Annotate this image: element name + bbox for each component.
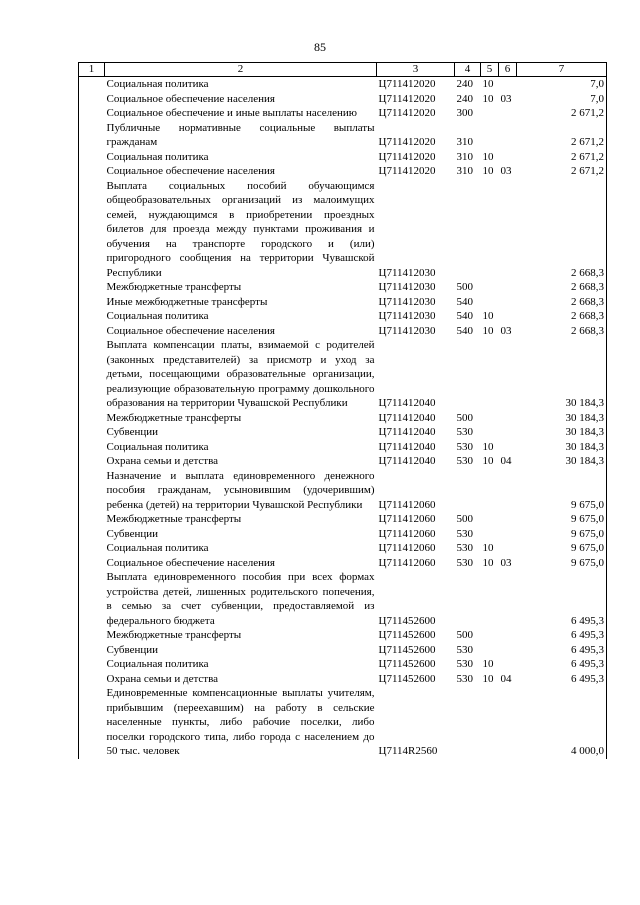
table-row [79,77,607,92]
cell-col1 [79,309,105,324]
cell-col1 [79,686,105,759]
cell-expense-type: 310 [456,165,473,177]
column-header-7: 7 [517,63,607,77]
cell-code: Ц711452600 [378,672,436,685]
cell-expense-type: 240 [456,92,473,105]
cell-code: Ц711412020 [378,150,436,163]
cell-name: Единовременные компенсационные выплаты учителям, прибывшим (переехавшим) на работу в сельские населенные пункты, либо рабочие поселки, либо поселки городского типа, либо города с населением до 50 тыс. человек [106,687,375,757]
cell-code: Ц7114R2560 [378,745,438,757]
cell-code: Ц711412040 [378,440,436,453]
cell-col1 [79,106,105,121]
cell-subsection [499,295,517,310]
cell-expense-type [455,570,481,628]
cell-expense-type: 530 [456,440,473,453]
table-row [79,92,607,107]
column-header-4: 4 [455,63,481,77]
cell-col1 [79,527,105,542]
cell-section [481,469,499,513]
table-row [79,440,607,455]
cell-name: Охрана семьи и детства [106,672,219,685]
cell-subsection [499,309,517,324]
cell-subsection: 04 [500,672,512,685]
cell-expense-type: 300 [456,107,473,119]
cell-amount: 30 184,3 [517,411,607,426]
cell-expense-type [455,338,481,411]
cell-expense-type: 530 [456,658,473,670]
cell-subsection: 03 [500,165,512,177]
cell-amount: 2 668,3 [517,280,607,295]
cell-name: Охрана семьи и детства [106,455,219,467]
table-row [79,425,607,440]
table-row [79,150,607,165]
cell-name: Социальная политика [106,440,209,453]
cell-expense-type [455,179,481,281]
cell-name: Межбюджетные трансферты [106,629,242,641]
cell-code: Ц711412060 [378,498,436,511]
cell-expense-type: 310 [456,136,473,148]
cell-name: Межбюджетные трансферты [106,281,242,293]
cell-amount: 2 668,3 [517,309,607,324]
cell-subsection [499,512,517,527]
cell-expense-type [455,686,481,759]
column-header-5: 5 [481,63,499,77]
cell-name: Публичные нормативные социальные выплаты гражданам [106,121,375,148]
cell-amount: 9 675,0 [517,512,607,527]
cell-section [481,686,499,759]
cell-subsection [499,106,517,121]
cell-subsection [499,121,517,150]
cell-col1 [79,657,105,672]
cell-section: 10 [482,78,494,90]
cell-amount: 9 675,0 [517,556,607,571]
cell-col1 [79,280,105,295]
table-row [79,541,607,556]
cell-amount: 30 184,3 [517,425,607,440]
column-header-3: 3 [377,63,455,77]
cell-col1 [79,628,105,643]
cell-expense-type: 240 [456,78,473,90]
cell-section: 10 [482,150,494,163]
cell-amount: 9 675,0 [517,527,607,542]
cell-name: Социальное обеспечение населения [106,165,275,177]
cell-col1 [79,512,105,527]
cell-name: Социальная политика [106,310,209,322]
cell-subsection [499,469,517,513]
cell-section [481,179,499,281]
cell-name: Иные межбюджетные трансферты [106,295,268,308]
table-row [79,556,607,571]
cell-amount: 9 675,0 [517,541,607,556]
cell-subsection: 03 [500,556,512,569]
cell-name: Социальная политика [106,542,209,554]
cell-code: Ц711412060 [378,542,436,554]
cell-code: Ц711412040 [378,455,436,467]
cell-subsection [499,657,517,672]
cell-code: Ц711452600 [378,614,436,627]
cell-subsection [499,686,517,759]
cell-subsection [499,338,517,411]
cell-code: Ц711412030 [378,295,436,308]
cell-subsection [499,411,517,426]
cell-name: Выплата социальных пособий обучающимся общеобразовательных организаций из малоимущих семей, нуждающимся в приобретении проездных билетов для проезда между пунктами проживания и обучения на транспорте городского и (или) пригородного сообщения на территории Чувашской Республики [106,179,375,279]
cell-subsection: 04 [500,455,512,467]
cell-col1 [79,295,105,310]
cell-name: Социальная политика [106,658,209,670]
table-body [79,77,607,759]
cell-amount: 9 675,0 [517,469,607,513]
cell-amount: 2 671,2 [517,164,607,179]
cell-section: 10 [482,92,494,105]
cell-col1 [79,150,105,165]
cell-subsection [499,425,517,440]
cell-expense-type: 530 [456,455,473,467]
cell-name: Назначение и выплата единовременного денежного пособия гражданам, усыновившим (удочерившим) ребенка (детей) на территории Чувашской Республики [106,469,375,511]
cell-section: 10 [482,165,494,177]
cell-col1 [79,672,105,687]
column-header-6: 6 [499,63,517,77]
table-row [79,570,607,628]
table-row [79,179,607,281]
table-row [79,512,607,527]
cell-name: Социальное обеспечение населения [106,556,275,569]
column-header-1: 1 [79,63,105,77]
cell-col1 [79,454,105,469]
cell-section [481,512,499,527]
column-header-2: 2 [105,63,377,77]
cell-col1 [79,121,105,150]
cell-section: 10 [482,658,494,670]
table-row [79,454,607,469]
cell-code: Ц711412030 [378,281,436,293]
cell-subsection [499,179,517,281]
cell-expense-type: 310 [456,150,473,163]
cell-section [481,527,499,542]
cell-expense-type: 500 [456,513,473,525]
cell-code: Ц711452600 [378,629,436,641]
cell-col1 [79,570,105,628]
table-row [79,295,607,310]
cell-amount: 6 495,3 [517,657,607,672]
cell-col1 [79,338,105,411]
cell-section [481,280,499,295]
cell-code: Ц711412030 [378,266,436,279]
cell-col1 [79,643,105,658]
cell-code: Ц711412060 [378,513,436,525]
cell-amount: 6 495,3 [517,628,607,643]
cell-section [481,628,499,643]
cell-subsection [499,628,517,643]
cell-code: Ц711452600 [378,643,436,656]
cell-amount: 6 495,3 [517,672,607,687]
cell-col1 [79,556,105,571]
cell-name: Субвенции [106,527,159,540]
table-header-row [79,63,607,77]
cell-subsection [499,77,517,92]
cell-expense-type: 540 [456,310,473,322]
page-number: 85 [314,40,326,54]
cell-amount: 7,0 [517,77,607,92]
cell-section [481,425,499,440]
cell-code: Ц711412020 [378,107,436,119]
cell-subsection [499,150,517,165]
cell-code: Ц711412030 [378,310,436,322]
cell-expense-type: 540 [456,295,473,308]
cell-name: Выплата единовременного пособия при всех формах устройства детей, лишенных родительского попечения, в семью за счет субвенции, предоставляемой из федерального бюджета [106,571,375,627]
cell-section [481,295,499,310]
cell-code: Ц711412020 [378,78,436,90]
cell-expense-type: 500 [456,411,473,424]
cell-name: Социальная политика [106,150,209,163]
cell-amount: 6 495,3 [517,570,607,628]
cell-expense-type: 540 [456,324,473,337]
cell-col1 [79,179,105,281]
cell-section: 10 [482,324,494,337]
cell-code: Ц711412060 [378,527,436,540]
cell-code: Ц711452600 [378,658,436,670]
cell-col1 [79,440,105,455]
table-row [79,309,607,324]
cell-expense-type: 500 [456,281,473,293]
cell-code: Ц711412020 [378,136,436,148]
cell-section [481,411,499,426]
cell-subsection [499,541,517,556]
cell-section: 10 [482,440,494,453]
table-row [79,672,607,687]
cell-expense-type: 530 [456,426,473,438]
cell-code: Ц711412030 [378,324,436,337]
cell-col1 [79,77,105,92]
cell-subsection [499,570,517,628]
table-row [79,280,607,295]
cell-expense-type [455,469,481,513]
cell-expense-type: 530 [456,527,473,540]
cell-amount: 2 668,3 [517,295,607,310]
cell-amount: 30 184,3 [517,338,607,411]
cell-section [481,570,499,628]
cell-name: Субвенции [106,426,159,438]
cell-col1 [79,92,105,107]
cell-section: 10 [482,556,494,569]
cell-subsection [499,527,517,542]
cell-section [481,121,499,150]
cell-code: Ц711412040 [378,411,436,424]
cell-subsection: 03 [500,92,512,105]
cell-col1 [79,541,105,556]
table-row [79,527,607,542]
cell-section: 10 [482,542,494,554]
cell-name: Субвенции [106,643,159,656]
cell-name: Социальная политика [106,78,209,90]
cell-col1 [79,324,105,339]
budget-table [78,62,607,759]
cell-expense-type: 500 [456,629,473,641]
table-row [79,628,607,643]
cell-section [481,106,499,121]
table-row [79,121,607,150]
cell-col1 [79,469,105,513]
table-row [79,338,607,411]
cell-name: Межбюджетные трансферты [106,513,242,525]
cell-expense-type: 530 [456,672,473,685]
cell-amount: 4 000,0 [517,686,607,759]
cell-code: Ц711412040 [378,426,436,438]
cell-amount: 2 668,3 [517,179,607,281]
cell-name: Социальное обеспечение и иные выплаты населению [106,107,358,119]
cell-col1 [79,411,105,426]
cell-subsection [499,280,517,295]
table-row [79,686,607,759]
cell-col1 [79,164,105,179]
cell-subsection [499,643,517,658]
cell-section [481,643,499,658]
cell-section [481,338,499,411]
cell-code: Ц711412020 [378,165,436,177]
cell-section: 10 [482,455,494,467]
table-row [79,106,607,121]
cell-amount: 2 668,3 [517,324,607,339]
cell-amount: 2 671,2 [517,121,607,150]
cell-amount: 30 184,3 [517,454,607,469]
cell-subsection: 03 [500,324,512,337]
cell-section: 10 [482,672,494,685]
cell-name: Социальное обеспечение населения [106,324,275,337]
cell-code: Ц711412060 [378,556,436,569]
cell-amount: 6 495,3 [517,643,607,658]
cell-name: Социальное обеспечение населения [106,92,275,105]
cell-amount: 7,0 [517,92,607,107]
cell-amount: 2 671,2 [517,106,607,121]
table-row [79,643,607,658]
cell-expense-type: 530 [456,556,473,569]
table-row [79,164,607,179]
cell-code: Ц711412040 [378,397,436,409]
cell-col1 [79,425,105,440]
table-row [79,324,607,339]
cell-name: Выплата компенсации платы, взимаемой с родителей (законных представителей) за присмотр и уход за детьми, посещающими образовательные организации, реализующие образовательную программу дошкольного образования на территории Чувашской Республики [106,339,375,409]
table-row [79,657,607,672]
cell-amount: 2 671,2 [517,150,607,165]
cell-expense-type: 530 [456,643,473,656]
cell-amount: 30 184,3 [517,440,607,455]
cell-section: 10 [482,310,494,322]
cell-subsection [499,440,517,455]
cell-expense-type: 530 [456,542,473,554]
cell-name: Межбюджетные трансферты [106,411,242,424]
cell-code: Ц711412020 [378,92,436,105]
table-row [79,469,607,513]
table-row [79,411,607,426]
